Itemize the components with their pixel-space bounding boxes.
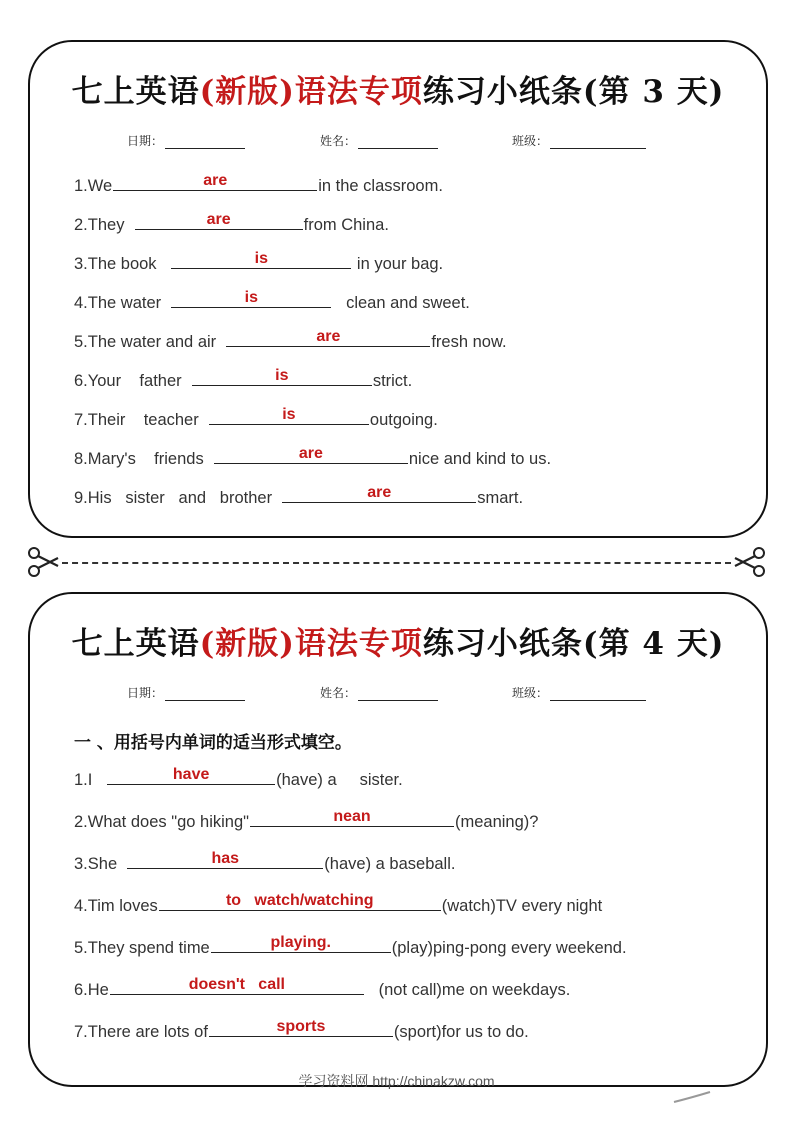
item-prompt: 3.The book xyxy=(74,255,157,273)
class-label: 班级： xyxy=(512,686,549,700)
answer-text: are xyxy=(298,445,323,462)
answer-blank[interactable] xyxy=(113,170,317,191)
answer-text: have xyxy=(172,766,210,783)
item-prompt: 1.I xyxy=(74,771,93,789)
item-prompt: 4.The water xyxy=(74,294,162,312)
answer-blank[interactable] xyxy=(135,209,303,230)
item-prompt: 3.She xyxy=(74,855,118,873)
name-field xyxy=(320,132,438,149)
worksheet-day3-title xyxy=(30,66,766,111)
exercise-item xyxy=(74,365,412,389)
answer-blank[interactable] xyxy=(209,404,369,425)
answer-blank[interactable] xyxy=(214,443,408,464)
item-suffix: smart. xyxy=(477,489,524,507)
answer-text: nean xyxy=(333,808,371,825)
answer-blank[interactable] xyxy=(226,326,430,347)
title-part-c: 练习小纸条(第 3 天) xyxy=(422,74,725,110)
answer-blank[interactable] xyxy=(107,764,275,785)
answer-blank[interactable] xyxy=(192,365,372,386)
class-field xyxy=(512,684,646,701)
worksheet-day4-title xyxy=(30,618,766,663)
item-suffix: (meaning)? xyxy=(454,813,539,831)
exercise-item xyxy=(74,932,627,956)
exercise-item xyxy=(74,806,538,830)
worksheet-day4-card xyxy=(28,592,768,1087)
exercise-item xyxy=(74,482,523,506)
item-suffix: clean and sweet. xyxy=(346,294,470,312)
date-blank[interactable] xyxy=(165,148,245,149)
item-suffix: (watch)TV every night xyxy=(441,897,603,915)
item-suffix: in the classroom. xyxy=(318,177,443,195)
title-part-a: 七上英语 xyxy=(71,74,200,110)
item-prompt: 9.His sister and brother xyxy=(74,489,273,507)
worksheet-day3-card xyxy=(28,40,768,538)
answer-blank[interactable] xyxy=(250,806,454,827)
answer-text: are xyxy=(316,328,341,345)
answer-text: is xyxy=(244,289,258,306)
item-prompt: 4.Tim loves xyxy=(74,897,158,915)
answer-blank[interactable] xyxy=(110,974,364,995)
answer-blank[interactable] xyxy=(282,482,476,503)
name-blank[interactable] xyxy=(358,148,438,149)
item-suffix: (not call)me on weekdays. xyxy=(378,981,571,999)
footer-watermark: 学习资料网 http://chinakzw.com xyxy=(298,1073,495,1089)
item-suffix: (play)ping-pong every weekend. xyxy=(391,939,627,957)
class-label: 班级： xyxy=(512,134,549,148)
item-prompt: 6.He xyxy=(74,981,109,999)
answer-blank[interactable] xyxy=(211,932,391,953)
scissors-icon xyxy=(26,546,60,578)
item-suffix: (have) a baseball. xyxy=(324,855,456,873)
answer-blank[interactable] xyxy=(171,248,351,269)
title-part-b: (新版)语法专项 xyxy=(199,74,423,110)
date-label: 日期： xyxy=(127,134,164,148)
title-part-c: 练习小纸条(第 4 天) xyxy=(422,626,725,662)
item-suffix: outgoing. xyxy=(369,411,438,429)
exercise-item xyxy=(74,1016,529,1040)
item-suffix: fresh now. xyxy=(431,333,507,351)
name-label: 姓名： xyxy=(320,686,357,700)
item-prompt: 5.They spend time xyxy=(74,939,210,957)
exercise-item xyxy=(74,764,403,788)
exercise-item xyxy=(74,287,470,311)
exercise-item xyxy=(74,404,438,428)
item-prompt: 2.They xyxy=(74,216,125,234)
answer-text: sports xyxy=(276,1018,326,1035)
answer-blank[interactable] xyxy=(127,848,323,869)
item-prompt: 2.What does "go hiking" xyxy=(74,813,249,831)
date-label: 日期： xyxy=(127,686,164,700)
item-suffix: from China. xyxy=(303,216,389,234)
answer-text: are xyxy=(203,172,228,189)
answer-text: is xyxy=(275,367,289,384)
exercise-item xyxy=(74,890,602,914)
item-prompt: 7.Their teacher xyxy=(74,411,199,429)
item-suffix: strict. xyxy=(372,372,413,390)
date-field xyxy=(127,132,245,149)
item-suffix: (sport)for us to do. xyxy=(393,1023,529,1041)
item-suffix: in your bag. xyxy=(356,255,444,273)
answer-text: playing. xyxy=(270,934,331,951)
scissors-icon xyxy=(733,546,767,578)
answer-blank[interactable] xyxy=(171,287,331,308)
class-blank[interactable] xyxy=(550,700,646,701)
item-prompt: 8.Mary's friends xyxy=(74,450,204,468)
item-prompt: 7.There are lots of xyxy=(74,1023,208,1041)
item-suffix: nice and kind to us. xyxy=(408,450,552,468)
answer-text: is xyxy=(254,250,268,267)
exercise-item xyxy=(74,848,455,872)
title-part-b: (新版)语法专项 xyxy=(199,626,423,662)
answer-text: are xyxy=(367,484,392,501)
exercise-item xyxy=(74,170,443,194)
item-prompt: 1.We xyxy=(74,177,113,195)
name-blank[interactable] xyxy=(358,700,438,701)
answer-text: is xyxy=(282,406,296,423)
exercise-item xyxy=(74,209,389,233)
answer-text: are xyxy=(206,211,231,228)
item-suffix: (have) a sister. xyxy=(276,771,403,789)
answer-text: to watch/watching xyxy=(225,892,374,909)
cut-line xyxy=(62,562,731,564)
answer-text: has xyxy=(211,850,240,867)
date-field xyxy=(127,684,245,701)
exercise-item xyxy=(74,974,570,998)
section-heading: 一 、用括号内单词的适当形式填空。 xyxy=(74,733,352,753)
exercise-item xyxy=(74,443,551,467)
item-prompt: 6.Your father xyxy=(74,372,182,390)
answer-text: doesn't call xyxy=(188,976,285,993)
answer-blank[interactable] xyxy=(209,1016,393,1037)
class-field xyxy=(512,132,646,149)
date-blank[interactable] xyxy=(165,700,245,701)
class-blank[interactable] xyxy=(550,148,646,149)
item-prompt: 5.The water and air xyxy=(74,333,217,351)
name-label: 姓名： xyxy=(320,134,357,148)
name-field xyxy=(320,684,438,701)
title-part-a: 七上英语 xyxy=(71,626,200,662)
exercise-item xyxy=(74,326,507,350)
answer-blank[interactable] xyxy=(159,890,441,911)
corner-mark xyxy=(672,1090,712,1104)
exercise-item xyxy=(74,248,443,272)
